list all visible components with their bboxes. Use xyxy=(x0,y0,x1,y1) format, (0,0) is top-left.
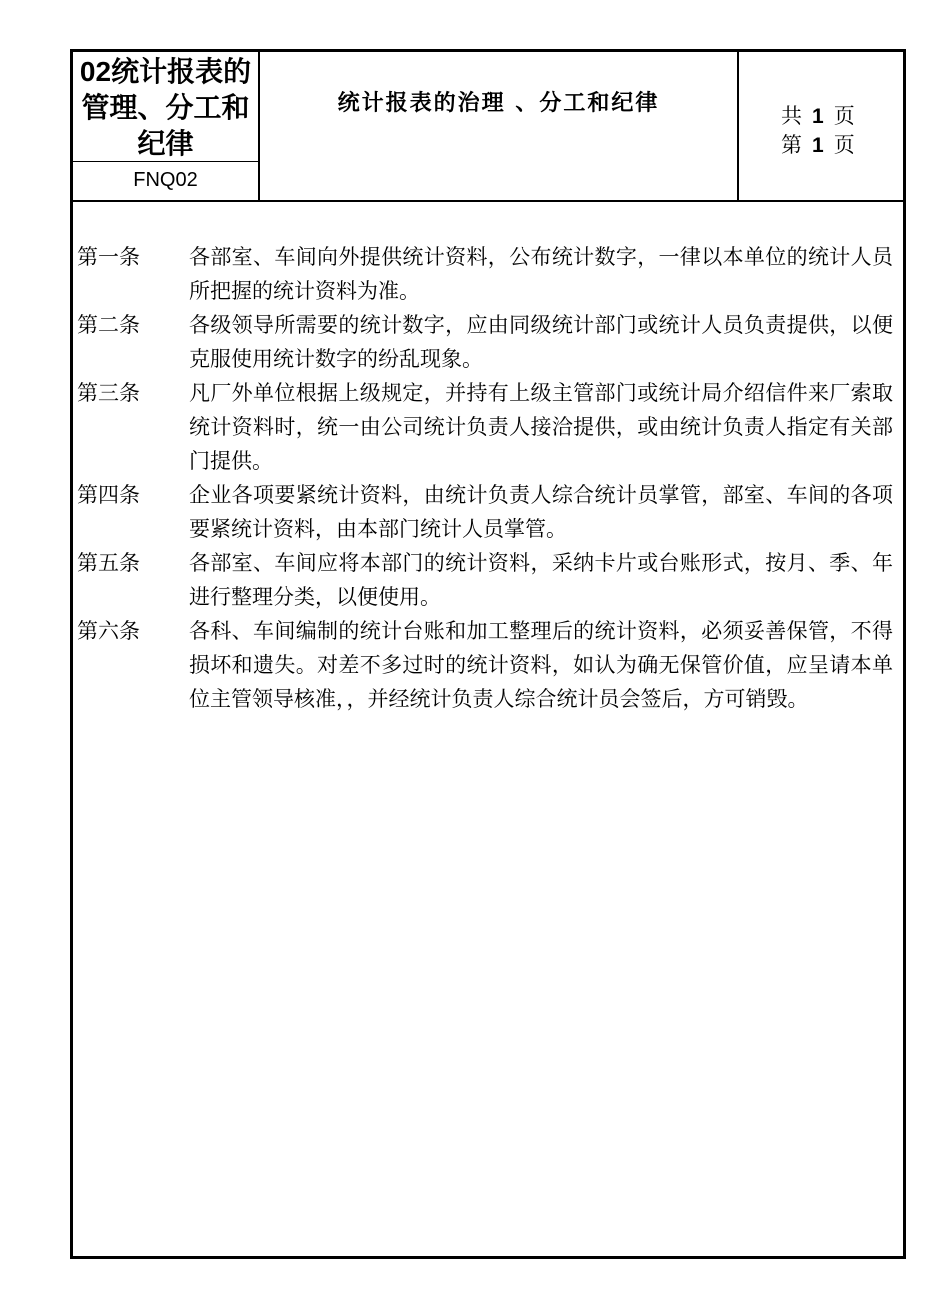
doc-title: 统计报表的治理 、分工和纪律 xyxy=(337,91,660,116)
article-label: 第一条 xyxy=(77,245,140,269)
document-frame xyxy=(70,49,906,1259)
doc-title-cell xyxy=(260,52,739,200)
articles-list xyxy=(73,240,903,716)
article-label: 第六条 xyxy=(77,619,140,643)
doc-id-cell xyxy=(73,52,260,200)
doc-code: FNQ02 xyxy=(133,169,198,191)
article-label: 第四条 xyxy=(77,483,140,507)
page-info xyxy=(781,102,855,160)
article-text: 企业各项要紧统计资料，由统计负责人综合统计员掌管，部室、车间的各项要紧统计资料，由本部门统计人员掌管。 xyxy=(189,483,893,541)
article-item xyxy=(73,614,903,716)
page-current: 1 xyxy=(812,134,824,157)
page-total-row xyxy=(781,102,855,131)
page-current-row xyxy=(781,131,855,160)
article-item xyxy=(73,546,903,614)
article-text: 各部室、车间向外提供统计资料，公布统计数字，一律以本单位的统计人员所把握的统计资料为准。 xyxy=(189,245,893,303)
page-current-prefix: 第 xyxy=(781,133,802,157)
doc-name: 02统计报表的管理、分工和纪律 xyxy=(73,54,258,162)
article-label: 第二条 xyxy=(77,313,140,337)
article-text: 各部室、车间应将本部门的统计资料，采纳卡片或台账形式，按月、季、年进行整理分类，以便使用。 xyxy=(189,551,893,609)
article-label: 第五条 xyxy=(77,551,140,575)
article-item xyxy=(73,376,903,478)
document-header xyxy=(73,52,903,202)
article-item xyxy=(73,308,903,376)
page-current-suffix: 页 xyxy=(833,133,855,157)
article-label: 第三条 xyxy=(77,381,140,405)
article-item xyxy=(73,478,903,546)
article-text: 各级领导所需要的统计数字，应由同级统计部门或统计人员负责提供，以便克服使用统计数字的纷乱现象。 xyxy=(189,313,893,371)
page-info-cell xyxy=(739,52,906,200)
page-total-prefix: 共 xyxy=(781,104,802,128)
article-text: 凡厂外单位根据上级规定，并持有上级主管部门或统计局介绍信件来厂索取统计资料时，统一由公司统计负责人接洽提供，或由统计负责人指定有关部门提供。 xyxy=(189,381,893,473)
article-item xyxy=(73,240,903,308)
page-total-suffix: 页 xyxy=(833,104,855,128)
article-text: 各科、车间编制的统计台账和加工整理后的统计资料，必须妥善保管，不得损坏和遗失。对差不多过时的统计资料，如认为确无保管价值，应呈请本单位主管领导核准，，并经统计负责人综合统计员会签后，方可销毁。 xyxy=(189,619,893,711)
page-total: 1 xyxy=(812,105,824,128)
